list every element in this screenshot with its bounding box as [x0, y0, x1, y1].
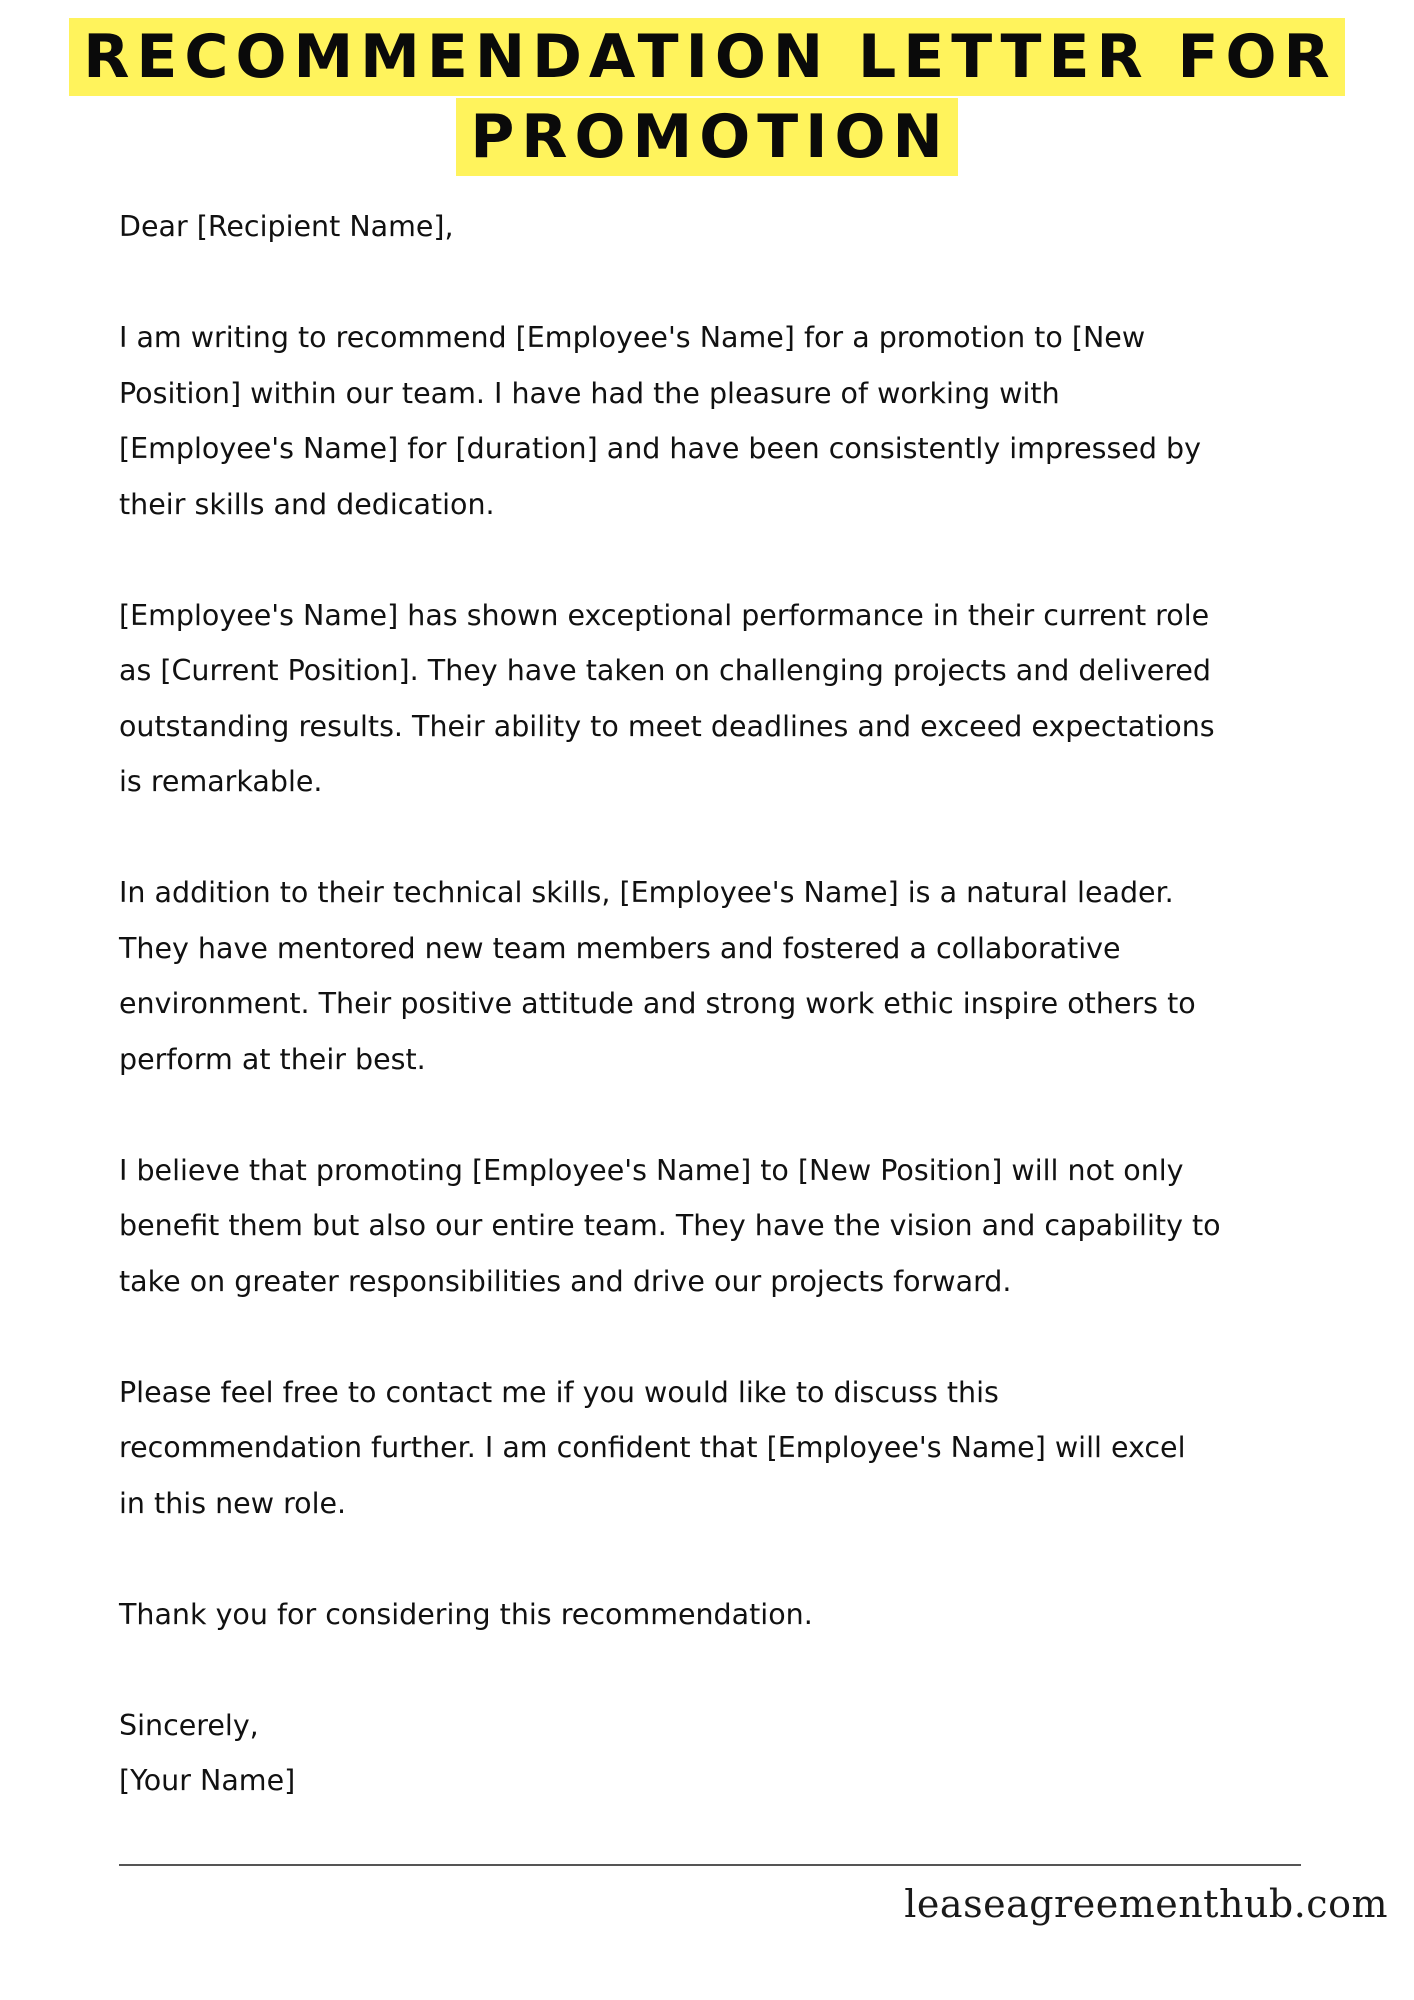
salutation: Dear [Recipient Name],	[119, 210, 454, 243]
paragraph-intro: I am writing to recommend [Employee's Name] for a promotion to [New Position] within our team. I have had the pleasure of working with [Employee's Name] for [duration] and have been consistently impressed by their skills and dedication.	[119, 321, 1201, 521]
paragraph-benefit: I believe that promoting [Employee's Name] to [New Position] will not only benefit them but also our entire team. They have the vision and capability to take on greater responsibilities and drive our projects forward.	[119, 1153, 1221, 1298]
letter-body	[119, 199, 1319, 1809]
paragraph-contact: Please feel free to contact me if you would like to discuss this recommendation further. I am confident that [Employee's Name] will excel in this new role.	[119, 1375, 1186, 1520]
paragraph-thanks: Thank you for considering this recommendation.	[119, 1597, 813, 1631]
title-line-1: RECOMMENDATION LETTER FOR	[69, 18, 1345, 96]
closing-block	[119, 1698, 1319, 1809]
paragraph-leadership: In addition to their technical skills, [Employee's Name] is a natural leader. They have mentored new team members and fostered a collaborative environment. Their positive attitude and strong work ethic inspire others to perform at their best.	[119, 876, 1196, 1076]
closing: Sincerely,	[119, 1708, 259, 1742]
paragraph-performance: [Employee's Name] has shown exceptional performance in their current role as [Current Position]. They have taken on challenging projects and delivered outstanding results. Their ability to meet deadlines and exceed expectations is remarkable.	[119, 598, 1215, 798]
signature: [Your Name]	[119, 1764, 296, 1797]
footer-site-name: leaseagreementhub.com	[904, 1882, 1388, 1926]
document-title	[0, 18, 1414, 176]
footer-divider	[119, 1864, 1301, 1866]
title-line-2: PROMOTION	[456, 98, 957, 176]
